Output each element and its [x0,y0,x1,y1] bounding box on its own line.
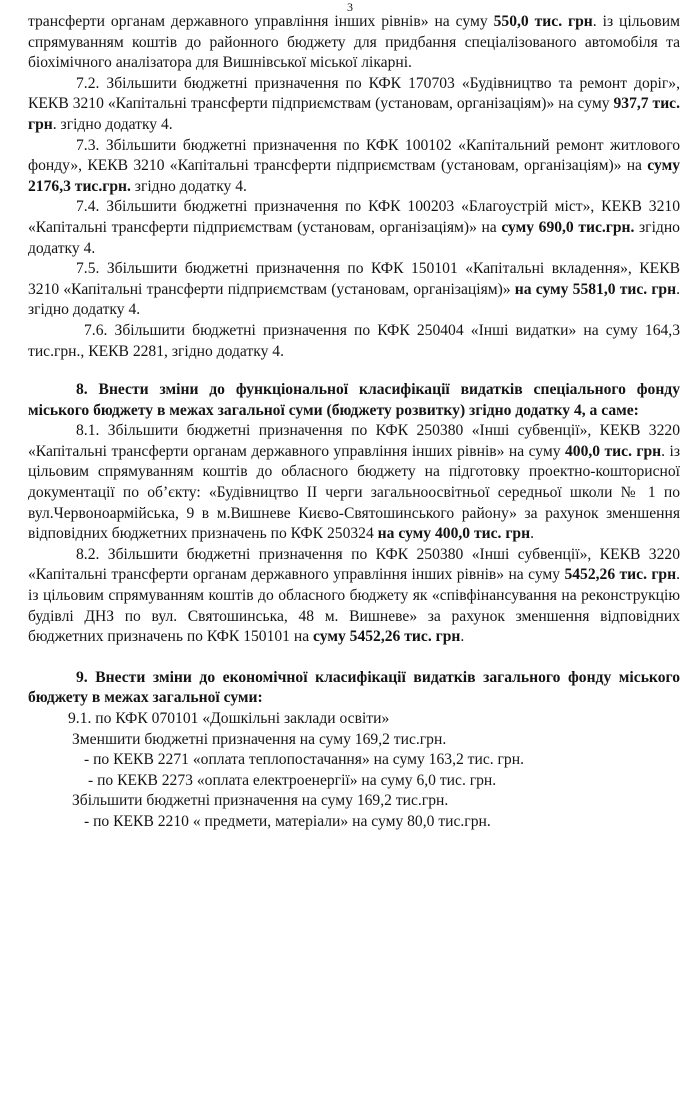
document-body [28,12,680,833]
paragraph-8-1: 8.1. Збільшити бюджетні призначення по КФК 250380 «Інші субвенції», КЕКВ 3220 «Капітальні трансферти органам державного управління інших рівнів» на суму 400,0 тис. грн. із цільовим спрямуванням коштів до обласного бюджету на підготовку проектно-кошторисної документації по об’єкту: «Будівництво II черги загальноосвітньої середньої школи № 1 по вул.Червоноармійська, 9 в м.Вишневе Києво-Святошинського району» за рахунок зменшення відповідних бюджетних призначень по КФК 250324 на суму 400,0 тис. грн. [28,422,680,543]
section-heading-9: 9. Внести зміни до економічної класифікації видатків загального фонду міського бюджету в межах загальної суми: [28,668,680,707]
paragraph-7-4: 7.4. Збільшити бюджетні призначення по КФК 100203 «Благоустрій міст», КЕКВ 3210 «Капітальні трансферти підприємствам (установам, організаціям)» на суму 690,0 тис.грн. згідно додатку 4. [28,198,680,257]
spacer [28,648,680,668]
reduce-line: Зменшити бюджетні призначення на суму 169,2 тис.грн. [72,730,447,748]
paragraph-7-2: 7.2. Збільшити бюджетні призначення по КФК 170703 «Будівництво та ремонт доріг», КЕКВ 3210 «Капітальні трансферти підприємствам (установам, організаціям)» на суму 937,7 тис. грн. згідно додатку 4. [28,74,680,133]
spacer [28,362,680,380]
paragraph-8-2: 8.2. Збільшити бюджетні призначення по КФК 250380 «Інші субвенції», КЕКВ 3220 «Капітальні трансферти органам державного управління інших рівнів» на суму 5452,26 тис. грн. із цільовим спрямуванням коштів до обласного бюджету як «співфінансування на реконструкцію будівлі ДНЗ по вул. Святошинська, 48 м. Вишневе» за рахунок зменшення відповідних бюджетних призначень по КФК 150101 на суму 5452,26 тис. грн. [28,545,680,646]
paragraph-9-1: 9.1. по КФК 070101 «Дошкільні заклади освіти» [68,710,390,727]
reduce-item-2271: - по КЕКВ 2271 «оплата теплопостачання» на суму 163,2 тис. грн. [84,751,524,769]
paragraph-7-6: 7.6. Збільшити бюджетні призначення по КФК 250404 «Інші видатки» на суму 164,3 тис.грн., КЕКВ 2281, згідно додатку 4. [28,321,680,360]
paragraph-7-5: 7.5. Збільшити бюджетні призначення по КФК 150101 «Капітальні вкладення», КЕКВ 3210 «Капітальні трансферти підприємствам (установам, організаціям)» на суму 5581,0 тис. грн. згідно додатку 4. [28,260,680,319]
increase-item-2210: - по КЕКВ 2210 « предмети, матеріали» на суму 80,0 тис.грн. [84,812,491,830]
increase-line: Збільшити бюджетні призначення на суму 169,2 тис.грн. [72,792,449,810]
page-number: 3 [347,0,353,14]
paragraph-continuation: трансферти органам державного управління інших рівнів» на суму 550,0 тис. грн. із цільовим спрямуванням коштів до районного бюджету для придбання спеціалізованого автомобіля та біохімічного аналізатора для Вишнівської міської лікарні. [28,13,681,72]
section-heading-8: 8. Внести зміни до функціональної класифікації видатків спеціального фонду міського бюджету в межах загальної суми (бюджету розвитку) згідно додатку 4, а саме: [28,381,680,419]
paragraph-7-3: 7.3. Збільшити бюджетні призначення по КФК 100102 «Капітальний ремонт житлового фонду», КЕКВ 3210 «Капітальні трансферти підприємствам (установам, організаціям)» на суму 2176,3 тис.грн. згідно додатку 4. [28,136,680,195]
reduce-item-2273: - по КЕКВ 2273 «оплата електроенергії» на суму 6,0 тис. грн. [88,771,497,789]
